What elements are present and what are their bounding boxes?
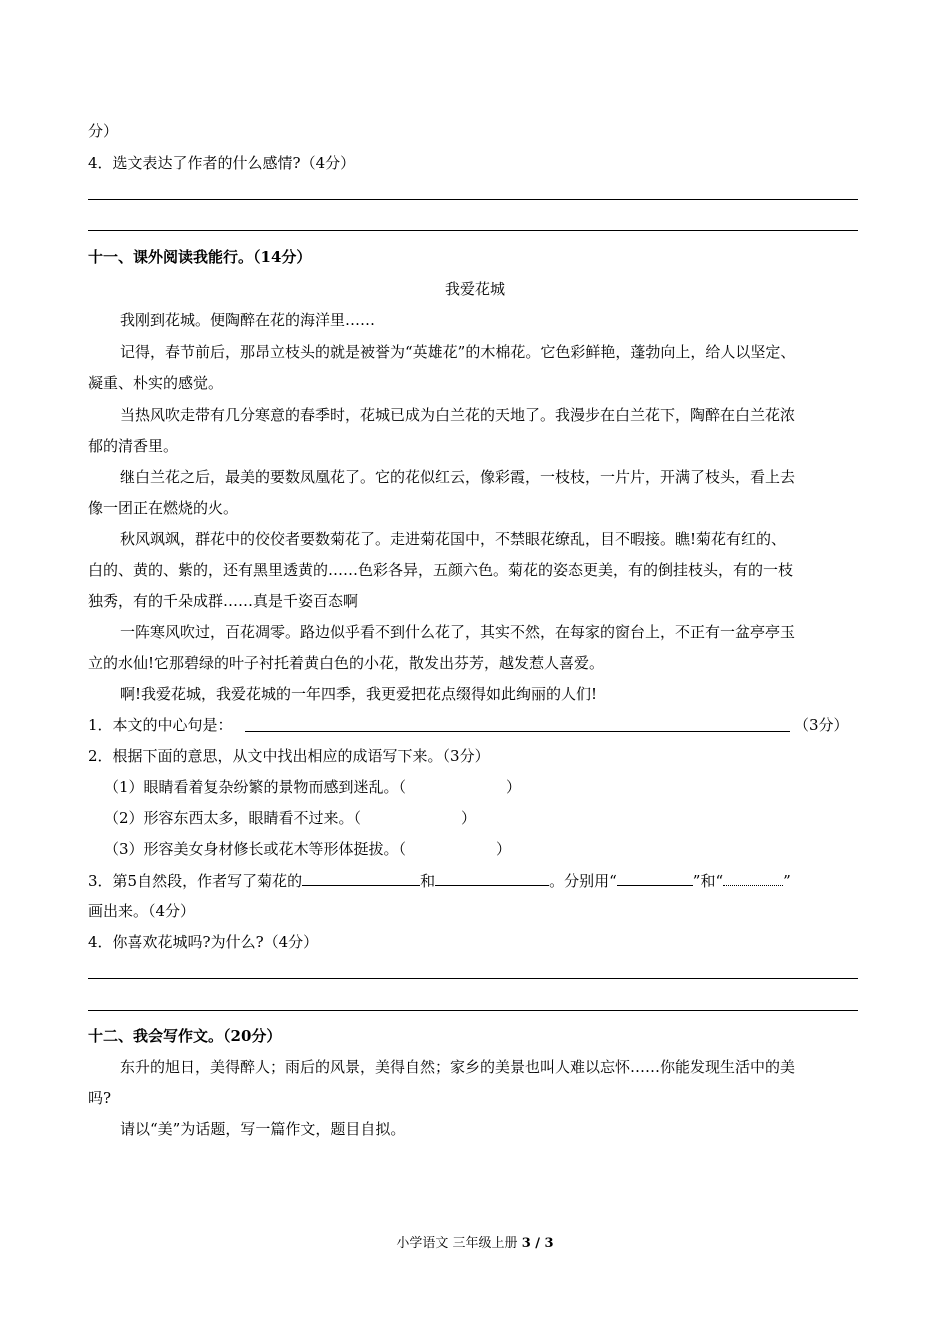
paragraph-3-line-2: 郁的清香里。	[88, 437, 179, 455]
question-3-text-c: 。分别用“	[549, 872, 617, 890]
page-number: 3 / 3	[521, 1236, 554, 1251]
answer-line	[88, 978, 858, 979]
paragraph-4-line-2: 像一团正在燃烧的火。	[88, 499, 239, 517]
paragraph-4-line-1: 继白兰花之后，最美的要数凤凰花了。它的花似红云，像彩霞，一枝枝，一片片，开满了枝头，看上去	[120, 468, 796, 486]
question-2-item-2	[104, 807, 476, 828]
wavy-line-sample	[723, 869, 783, 886]
question-3-text-b: 和	[420, 872, 436, 890]
paragraph-1: 我刚到花城。便陶醉在花的海洋里……	[120, 311, 376, 329]
paragraph-3-line-1: 当热风吹走带有几分寒意的春季时，花城已成为白兰花的天地了。我漫步在白兰花下，陶醉在白兰花浓	[120, 406, 796, 424]
page-footer	[0, 1232, 950, 1251]
section-12-heading: 十二、我会写作文。（20分）	[88, 1027, 282, 1045]
paragraph-6-line-1: 一阵寒风吹过，百花凋零。路边似乎看不到什么花了，其实不然，在每家的窗台上，不正有一盆亭亭玉	[120, 623, 796, 641]
answer-line	[88, 199, 858, 200]
question-2-item-3	[104, 838, 511, 859]
question-1-answer-blank[interactable]	[245, 715, 790, 732]
paragraph-2-line-1: 记得，春节前后，那昂立枝头的就是被誉为“英雄花”的木棉花。它色彩鲜艳，蓬勃向上，给人以坚定、	[120, 343, 796, 361]
prev-question-tail: 分）	[88, 122, 119, 140]
paragraph-6-line-2: 立的水仙!它那碧绿的叶子衬托着黄白色的小花，散发出芬芳，越发惹人喜爱。	[88, 654, 605, 672]
question-2-item-1	[104, 776, 521, 797]
question-3-line-2: 画出来。（4分）	[88, 902, 196, 920]
reading-title: 我爱花城	[444, 280, 505, 298]
answer-line	[88, 230, 858, 231]
question-1-score: （3分）	[794, 716, 849, 734]
section-11-heading: 十一、课外阅读我能行。（14分）	[88, 248, 312, 266]
essay-instruction: 请以“美”为话题，写一篇作文，题目自拟。	[120, 1120, 406, 1138]
paragraph-5-line-2: 白的、黄的、紫的，还有黑里透黄的……色彩各异，五颜六色。菊花的姿态更美，有的倒挂枝头，有的一枝	[88, 561, 794, 579]
question-3-text-e: ”	[783, 872, 791, 890]
footer-text: 小学语文 三年级上册	[396, 1236, 522, 1251]
question-4: 4．你喜欢花城吗?为什么?（4分）	[88, 933, 319, 951]
question-3	[88, 869, 791, 891]
close-paren: ）	[506, 778, 522, 796]
question-1-label: 1．本文的中心句是：	[88, 716, 233, 734]
close-paren: ）	[461, 809, 477, 827]
essay-prompt-line-2: 吗?	[88, 1089, 112, 1107]
question-2-item-2-text: （2）形容东西太多，眼睛看不过来。（	[104, 809, 362, 827]
paragraph-5-line-3: 独秀，有的千朵成群……真是千姿百态啊	[88, 592, 359, 610]
question-3-blank-1[interactable]	[302, 869, 420, 886]
question-2: 2．根据下面的意思，从文中找出相应的成语写下来。（3分）	[88, 747, 490, 765]
paragraph-5-line-1: 秋风飒飒，群花中的佼佼者要数菊花了。走进菊花国中，不禁眼花缭乱，目不暇接。瞧!菊花有红的、	[120, 530, 787, 548]
question-2-item-1-text: （1）眼睛看着复杂纷繁的景物而感到迷乱。（	[104, 778, 407, 796]
prev-question-4: 4．选文表达了作者的什么感情?（4分）	[88, 154, 356, 172]
question-3-text-d: ”和“	[692, 872, 724, 890]
question-3-text-a: 3．第5自然段，作者写了菊花的	[88, 872, 303, 890]
question-2-item-3-text: （3）形容美女身材修长或花木等形体挺拔。（	[104, 840, 407, 858]
paragraph-7: 啊!我爱花城，我爱花城的一年四季，我更爱把花点缀得如此绚丽的人们!	[120, 685, 598, 703]
paragraph-2-line-2: 凝重、朴实的感觉。	[88, 374, 224, 392]
straight-line-sample	[617, 869, 693, 886]
essay-prompt-line-1: 东升的旭日，美得醉人；雨后的风景，美得自然；家乡的美景也叫人难以忘怀……你能发现生活中的美	[120, 1058, 796, 1076]
question-3-blank-2[interactable]	[435, 869, 549, 886]
close-paren: ）	[496, 840, 512, 858]
answer-line	[88, 1010, 858, 1011]
